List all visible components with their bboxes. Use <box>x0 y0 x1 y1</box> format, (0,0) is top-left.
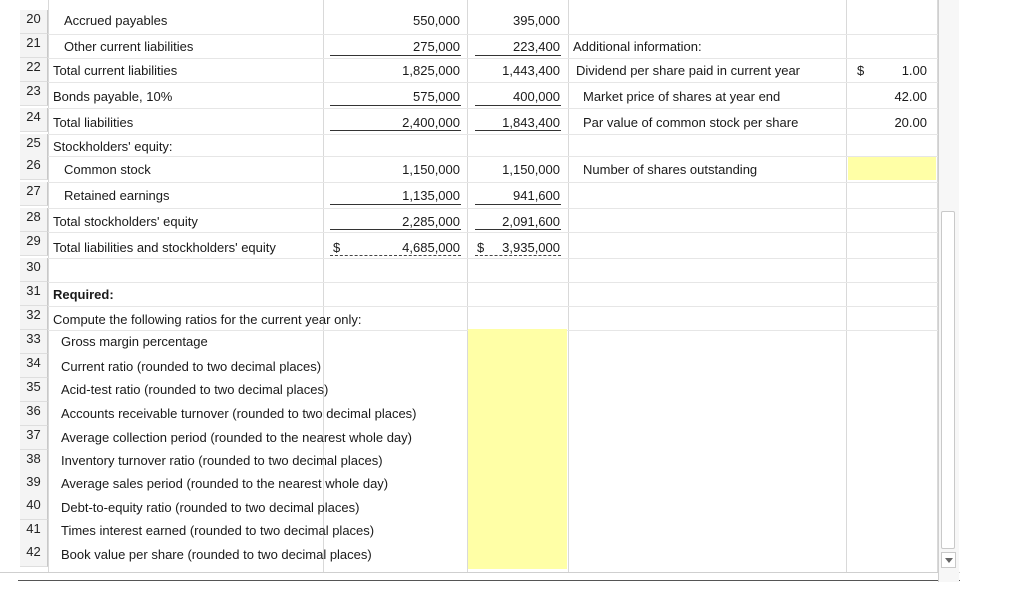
row-header[interactable]: 31 <box>20 282 48 306</box>
tab-bar-border <box>18 580 960 581</box>
underline <box>330 204 461 205</box>
value-prior-year[interactable]: 1,150,000 <box>502 162 560 177</box>
row-header[interactable]: 25 <box>20 134 48 158</box>
info-label: Dividend per share paid in current year <box>576 63 801 78</box>
info-label: Market price of shares at year end <box>583 89 781 104</box>
row-label: Accrued payables <box>64 13 168 28</box>
info-label: Par value of common stock per share <box>583 115 799 130</box>
row-header[interactable]: 27 <box>20 182 48 206</box>
row-label: Total current liabilities <box>53 63 178 78</box>
info-value[interactable]: 42.00 <box>894 89 927 104</box>
row-header[interactable]: 42 <box>20 543 48 567</box>
row-header[interactable]: 41 <box>20 520 48 544</box>
row-header[interactable]: 24 <box>20 108 48 132</box>
ratio-label: Average sales period (rounded to the nearest whole day) <box>61 476 389 491</box>
row-label: Common stock <box>64 162 151 177</box>
row-header[interactable]: 32 <box>20 306 48 330</box>
row-divider <box>48 182 938 183</box>
underline <box>330 105 461 106</box>
ratio-label: Book value per share (rounded to two decimal places) <box>61 547 372 562</box>
info-value[interactable]: 20.00 <box>894 115 927 130</box>
col-divider <box>846 0 847 582</box>
value-current-year[interactable]: 575,000 <box>413 89 460 104</box>
row-header[interactable]: 34 <box>20 354 48 378</box>
info-heading: Additional information: <box>573 39 702 54</box>
row-divider <box>48 82 938 83</box>
ratio-label: Average collection period (rounded to the nearest whole day) <box>61 430 412 445</box>
currency-symbol: $ <box>857 63 865 78</box>
underline <box>475 55 561 56</box>
underline <box>330 130 461 131</box>
row-label: Stockholders' equity: <box>53 139 173 154</box>
row-label: Other current liabilities <box>64 39 194 54</box>
row-divider <box>48 108 938 109</box>
underline <box>475 204 561 205</box>
value-current-year[interactable]: 1,135,000 <box>402 188 460 203</box>
row-divider <box>48 282 938 283</box>
underline <box>475 229 561 230</box>
required-heading: Required: <box>53 287 114 302</box>
row-header[interactable]: 22 <box>20 58 48 82</box>
value-prior-year[interactable]: 2,091,600 <box>502 214 560 229</box>
instruction-text: Compute the following ratios for the current year only: <box>53 312 362 327</box>
row-header[interactable]: 28 <box>20 208 48 232</box>
info-value[interactable]: 1.00 <box>901 63 927 78</box>
value-current-year[interactable]: 2,400,000 <box>402 115 460 130</box>
row-header[interactable]: 37 <box>20 426 48 450</box>
underline <box>330 55 461 56</box>
row-divider <box>48 134 938 135</box>
value-current-year[interactable]: 1,150,000 <box>402 162 460 177</box>
value-prior-year[interactable]: 395,000 <box>513 13 560 28</box>
row-label: Bonds payable, 10% <box>53 89 173 104</box>
col-divider <box>568 0 569 582</box>
row-label: Total stockholders' equity <box>53 214 198 229</box>
row-divider <box>48 208 938 209</box>
currency-symbol: $ <box>477 240 485 255</box>
row-header[interactable]: 33 <box>20 330 48 354</box>
col-divider <box>48 0 49 582</box>
scroll-down-arrow-icon[interactable] <box>941 552 956 568</box>
row-divider <box>48 58 938 59</box>
ratio-label: Current ratio (rounded to two decimal places) <box>61 359 322 374</box>
shares-outstanding-input-cell[interactable] <box>848 157 936 180</box>
value-current-year[interactable]: 4,685,000 <box>402 240 460 255</box>
underline <box>475 130 561 131</box>
row-header[interactable]: 30 <box>20 258 48 282</box>
ratio-label: Debt-to-equity ratio (rounded to two decimal places) <box>61 500 360 515</box>
row-header[interactable]: 38 <box>20 450 48 474</box>
row-header[interactable]: 23 <box>20 82 48 106</box>
underline <box>475 105 561 106</box>
double-underline <box>475 255 561 256</box>
row-divider <box>48 306 938 307</box>
value-prior-year[interactable]: 3,935,000 <box>502 240 560 255</box>
value-prior-year[interactable]: 1,443,400 <box>502 63 560 78</box>
row-header[interactable]: 29 <box>20 232 48 256</box>
value-prior-year[interactable]: 1,843,400 <box>502 115 560 130</box>
row-label: Total liabilities and stockholders' equity <box>53 240 276 255</box>
row-divider <box>48 232 938 233</box>
value-prior-year[interactable]: 223,400 <box>513 39 560 54</box>
info-label: Number of shares outstanding <box>583 162 758 177</box>
underline <box>330 229 461 230</box>
answer-input-cells[interactable] <box>468 329 567 569</box>
row-label: Total liabilities <box>53 115 134 130</box>
ratio-label: Inventory turnover ratio (rounded to two decimal places) <box>61 453 383 468</box>
row-header[interactable]: 35 <box>20 378 48 402</box>
row-header[interactable]: 26 <box>20 156 48 180</box>
row-header[interactable]: 39 <box>20 473 48 497</box>
currency-symbol: $ <box>333 240 341 255</box>
col-divider <box>323 0 324 582</box>
value-prior-year[interactable]: 941,600 <box>513 188 560 203</box>
ratio-label: Accounts receivable turnover (rounded to two decimal places) <box>61 406 417 421</box>
row-header[interactable]: 40 <box>20 496 48 520</box>
row-divider <box>48 258 938 259</box>
value-current-year[interactable]: 1,825,000 <box>402 63 460 78</box>
value-prior-year[interactable]: 400,000 <box>513 89 560 104</box>
row-label: Retained earnings <box>64 188 170 203</box>
row-divider <box>48 156 938 157</box>
ratio-label: Gross margin percentage <box>61 334 208 349</box>
row-header[interactable]: 36 <box>20 402 48 426</box>
value-current-year[interactable]: 2,285,000 <box>402 214 460 229</box>
ratio-label: Acid-test ratio (rounded to two decimal places) <box>61 382 329 397</box>
row-header[interactable]: 21 <box>20 34 48 58</box>
value-current-year[interactable]: 275,000 <box>413 39 460 54</box>
value-current-year[interactable]: 550,000 <box>413 13 460 28</box>
row-header[interactable]: 20 <box>20 10 48 34</box>
double-underline <box>330 255 461 256</box>
ratio-label: Times interest earned (rounded to two decimal places) <box>61 523 375 538</box>
scrollbar-thumb[interactable] <box>941 211 955 549</box>
row-divider <box>48 34 938 35</box>
